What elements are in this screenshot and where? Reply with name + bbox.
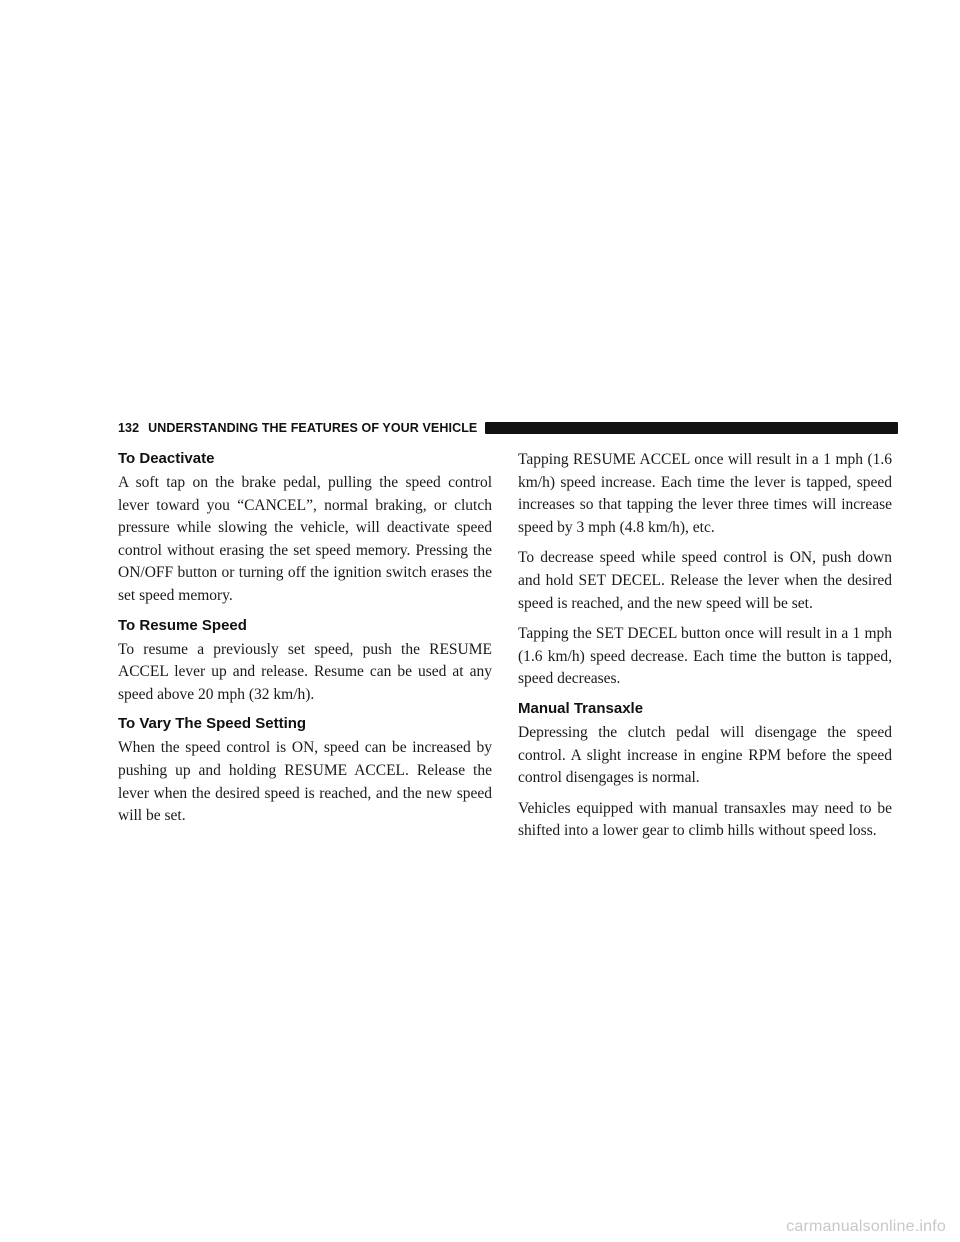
- heading-to-deactivate: To Deactivate: [118, 450, 215, 467]
- heading-vary-speed-setting: To Vary The Speed Setting: [118, 715, 307, 733]
- heading-to-resume-speed: To Resume Speed: [118, 616, 247, 634]
- left-column: [118, 449, 492, 836]
- right-column: [518, 449, 892, 851]
- paragraph-resume-speed: To resume a previously set speed, push the RESUME ACCEL lever up and release. Resume can be used at any speed above 20 mph (32 km/h).: [118, 640, 492, 703]
- paragraph-manual-transaxles: Vehicles equipped with manual transaxles may need to be shifted into a lower gear to climb hills without speed loss.: [518, 799, 892, 840]
- paragraph-clutch-pedal: Depressing the clutch pedal will disengage the speed control. A slight increase in engine RPM before the speed control disengages is normal.: [518, 723, 892, 787]
- header-rule-bar: [485, 422, 898, 434]
- paragraph-tapping-resume: Tapping RESUME ACCEL once will result in a 1 mph (1.6 km/h) speed increase. Each time the lever is tapped, speed increases so that tapping the lever three times will increase speed by 3 mph (4.8 km/h), etc.: [518, 451, 892, 536]
- section-title: UNDERSTANDING THE FEATURES OF YOUR VEHICLE: [148, 421, 478, 435]
- paragraph-deactivate: A soft tap on the brake pedal, pulling the speed control lever toward you “CANCEL”, normal braking, or clutch pressure while slowing the vehicle, will deactivate speed control without erasing the set speed memory. Pressing the ON/OFF button or turning off the ignition switch erases the set speed memory.: [118, 474, 492, 604]
- page-number: 132: [118, 421, 140, 435]
- heading-manual-transaxle: Manual Transaxle: [518, 699, 644, 717]
- paragraph-vary-speed-setting: When the speed control is ON, speed can be increased by pushing up and holding RESUME ACCEL. Release the lever when the desired speed is reached, and the new speed will be set.: [118, 739, 492, 825]
- paragraph-decrease-speed: To decrease speed while speed control is ON, push down and hold SET DECEL. Release the lever when the desired speed is reached, and the new speed will be set.: [518, 549, 892, 612]
- watermark: carmanualsonline.info: [786, 1218, 946, 1235]
- paragraph-tapping-set-decel: Tapping the SET DECEL button once will result in a 1 mph (1.6 km/h) speed decrease. Each time the button is tapped, speed decreases.: [518, 625, 892, 688]
- page-header: [118, 418, 898, 438]
